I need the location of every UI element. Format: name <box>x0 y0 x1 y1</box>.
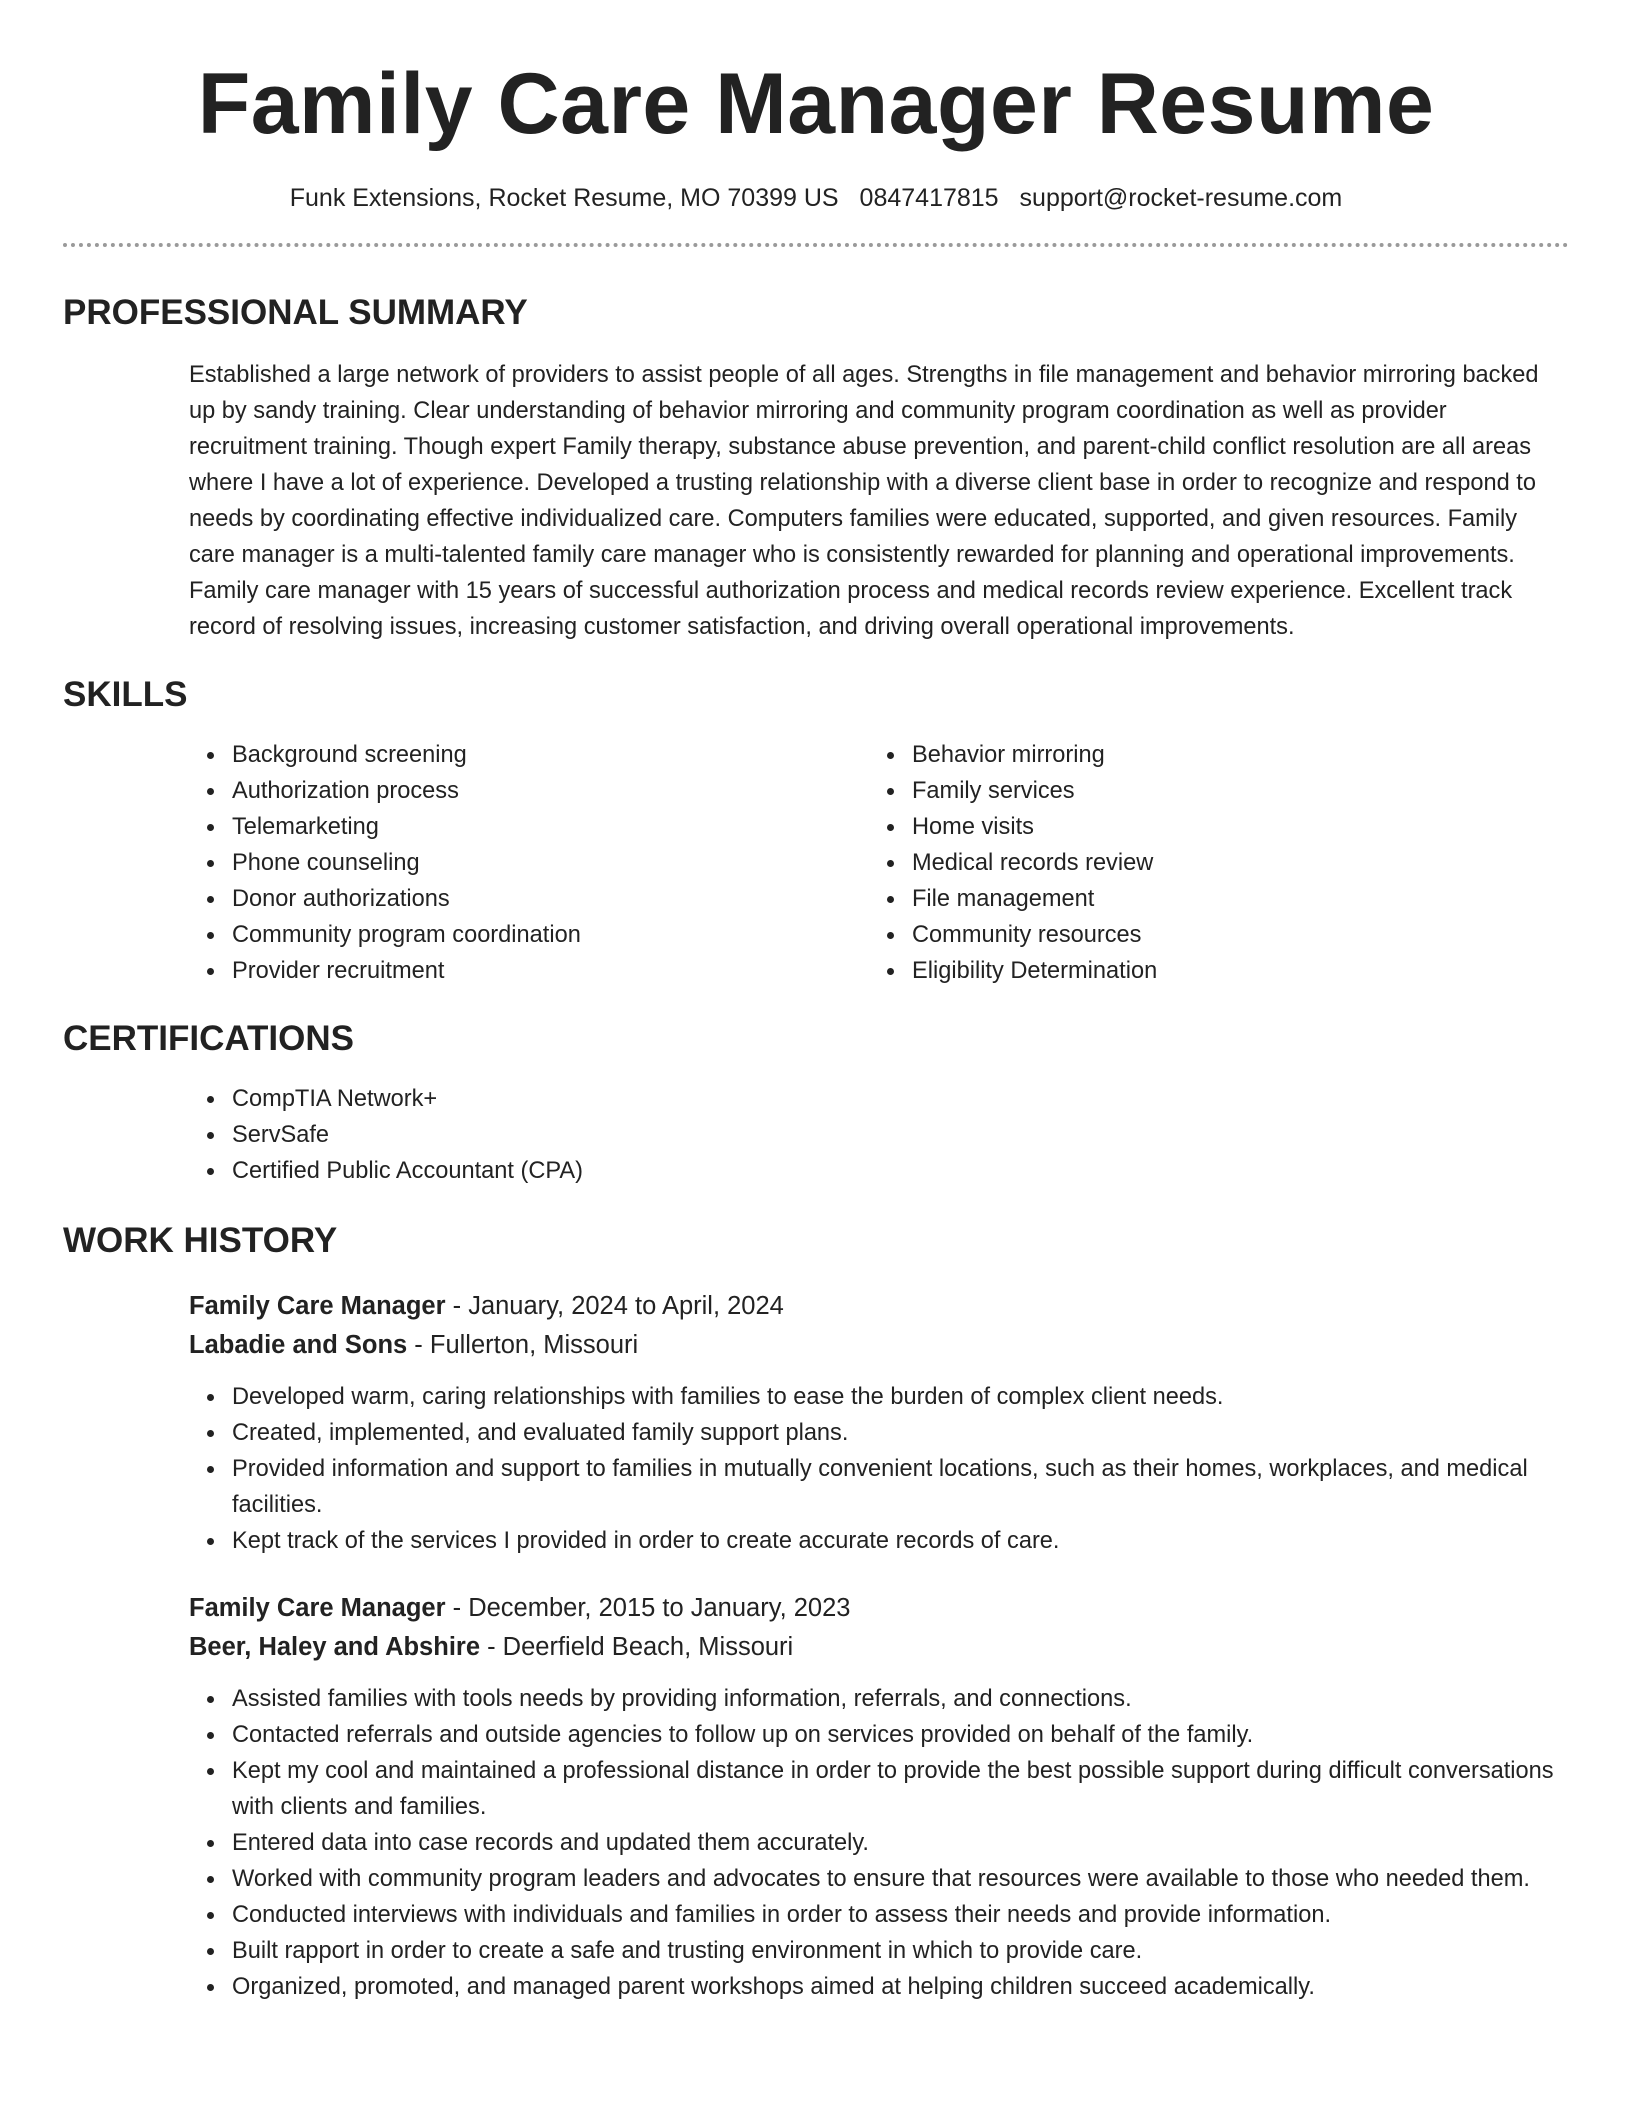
job-duties-list <box>189 1379 1569 1559</box>
contact-line <box>63 183 1569 213</box>
job-title: Family Care Manager <box>189 1594 446 1622</box>
header-divider <box>63 243 1569 247</box>
duty-item: Conducted interviews with individuals and families in order to assess their needs and provide information. <box>189 1897 1569 1933</box>
certifications-list <box>189 1081 1569 1189</box>
skills-columns <box>63 737 1569 989</box>
duty-item: Created, implemented, and evaluated family support plans. <box>189 1415 1569 1451</box>
duty-item: Kept track of the services I provided in order to create accurate records of care. <box>189 1523 1569 1559</box>
contact-phone: 0847417815 <box>859 184 999 212</box>
skills-section <box>63 675 1569 989</box>
section-heading-skills: SKILLS <box>63 675 188 714</box>
summary-text: Established a large network of providers to assist people of all ages. Strengths in file management and behavior mirroring backed up by sandy training. Clear understanding of behavior mirroring and community program coordination as well as provider recruitment training. Though expert Family therapy, substance abuse prevention, and parent-child conflict resolution are all areas where I have a lot of experience. Developed a trusting relationship with a diverse client base in order to recognize and respond to needs by coordinating effective individualized care. Computers families were educated, supported, and given resources. Family care manager is a multi-talented family care manager who is consistently rewarded for planning and operational improvements. Family care manager with 15 years of successful authorization process and medical records review experience. Excellent track record of resolving issues, increasing customer satisfaction, and driving overall operational improvements. <box>189 362 1539 640</box>
certification-item: CompTIA Network+ <box>189 1081 1569 1117</box>
contact-address: Funk Extensions, Rocket Resume, MO 70399 US <box>289 184 839 212</box>
job-dates: - December, 2015 to January, 2023 <box>445 1594 851 1622</box>
job-title-line <box>189 1287 1569 1326</box>
job-entry <box>189 1589 1569 2005</box>
certifications-section <box>63 1019 1569 1189</box>
contact-email[interactable]: support@rocket-resume.com <box>1019 184 1343 212</box>
skill-item: Background screening <box>189 737 869 773</box>
duty-item: Worked with community program leaders and advocates to ensure that resources were available to those who needed them. <box>189 1861 1569 1897</box>
job-entry <box>189 1287 1569 1559</box>
section-heading-certifications: CERTIFICATIONS <box>63 1019 355 1058</box>
certification-item: Certified Public Accountant (CPA) <box>189 1153 1569 1189</box>
job-company-line <box>189 1326 1569 1365</box>
duty-item: Provided information and support to families in mutually convenient locations, such as their homes, workplaces, and medical facilities. <box>189 1451 1569 1523</box>
work-history-section <box>63 1221 1569 2005</box>
section-heading-summary: PROFESSIONAL SUMMARY <box>63 293 528 332</box>
job-location: - Deerfield Beach, Missouri <box>480 1633 794 1661</box>
skill-item: File management <box>869 881 1469 917</box>
skill-item: Phone counseling <box>189 845 869 881</box>
skill-item: Authorization process <box>189 773 869 809</box>
skill-item: Telemarketing <box>189 809 869 845</box>
duty-item: Developed warm, caring relationships with families to ease the burden of complex client needs. <box>189 1379 1569 1415</box>
duty-item: Contacted referrals and outside agencies to follow up on services provided on behalf of the family. <box>189 1717 1569 1753</box>
skills-left-list <box>189 737 869 989</box>
duty-item: Kept my cool and maintained a professional distance in order to provide the best possible support during difficult conversations with clients and families. <box>189 1753 1569 1825</box>
professional-summary-section <box>63 293 1569 645</box>
duty-item: Assisted families with tools needs by providing information, referrals, and connections. <box>189 1681 1569 1717</box>
job-company: Labadie and Sons <box>189 1331 408 1359</box>
skill-item: Donor authorizations <box>189 881 869 917</box>
skill-item: Behavior mirroring <box>869 737 1469 773</box>
duty-item: Built rapport in order to create a safe and trusting environment in which to provide care. <box>189 1933 1569 1969</box>
job-location: - Fullerton, Missouri <box>407 1331 639 1359</box>
section-heading-work-history: WORK HISTORY <box>63 1221 338 1260</box>
skill-item: Medical records review <box>869 845 1469 881</box>
skill-item: Provider recruitment <box>189 953 869 989</box>
skills-right-list <box>869 737 1469 989</box>
skill-item: Home visits <box>869 809 1469 845</box>
job-company-line <box>189 1628 1569 1667</box>
job-title-line <box>189 1589 1569 1628</box>
skill-item: Community program coordination <box>189 917 869 953</box>
skill-item: Family services <box>869 773 1469 809</box>
duty-item: Organized, promoted, and managed parent workshops aimed at helping children succeed academically. <box>189 1969 1569 2005</box>
job-duties-list <box>189 1681 1569 2005</box>
duty-item: Entered data into case records and updated them accurately. <box>189 1825 1569 1861</box>
job-dates: - January, 2024 to April, 2024 <box>445 1292 784 1320</box>
skill-item: Eligibility Determination <box>869 953 1469 989</box>
job-company: Beer, Haley and Abshire <box>189 1633 481 1661</box>
skill-item: Community resources <box>869 917 1469 953</box>
resume-title: Family Care Manager Resume <box>197 56 1435 152</box>
certification-item: ServSafe <box>189 1117 1569 1153</box>
job-title: Family Care Manager <box>189 1292 446 1320</box>
